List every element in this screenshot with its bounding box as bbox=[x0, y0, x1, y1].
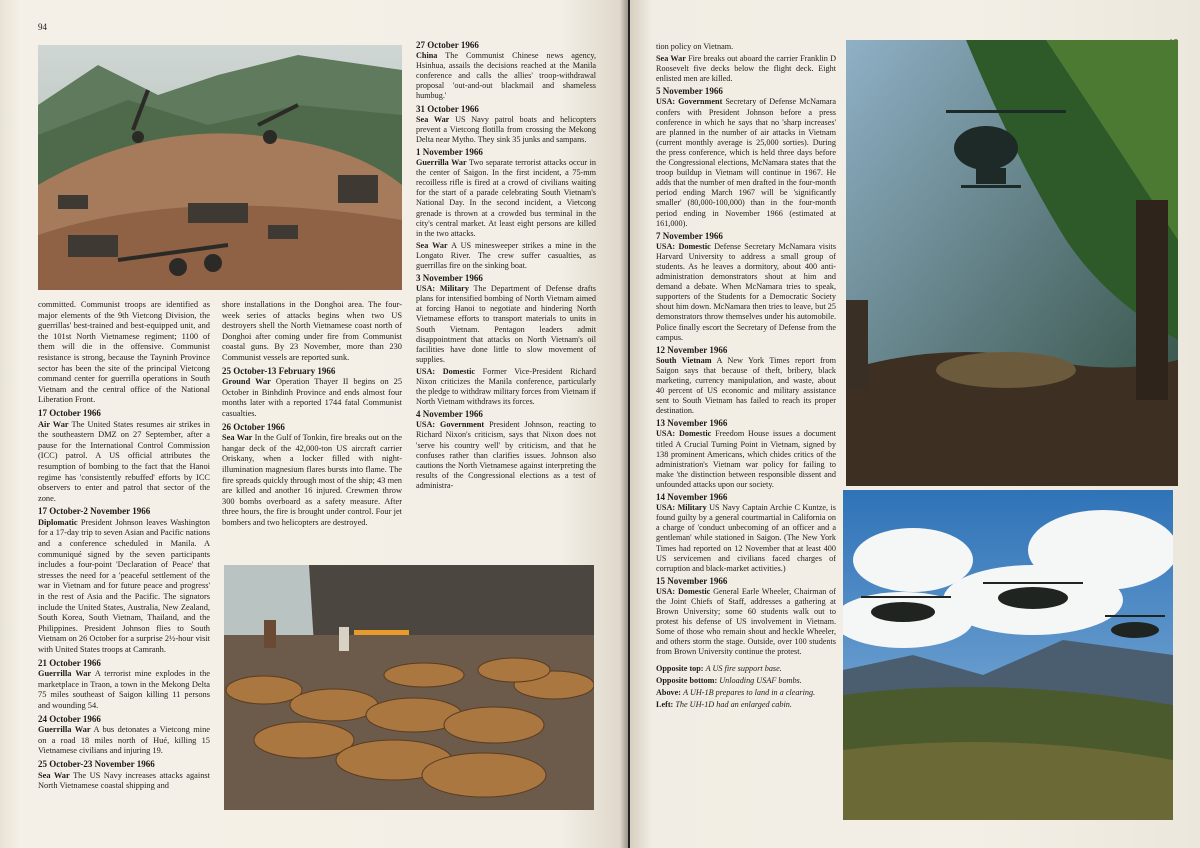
entry-label: Guerrilla War bbox=[38, 725, 91, 735]
column-lead-text: committed. Communist troops are identified as major elements of the 9th Vietcong Division, the guerrillas' best-trained and best-equipped unit, and the 101st North Vietnamese regiment; 1100 of them will die in the offensive. Communist resistance is strong, because the Tayninh Province sector has been the site of the principal Vietcong command center for guerrilla operations in South Vietnam and the central office of the National Liberation Front. bbox=[38, 300, 210, 405]
caption-text: A UH-1B prepares to land in a clearing. bbox=[683, 687, 816, 697]
entry bbox=[416, 409, 596, 491]
entry-label: USA: Government bbox=[656, 97, 723, 107]
entry-label: Guerrilla War bbox=[416, 158, 467, 168]
entry-text: A US minesweeper strikes a mine in the Longato River. The crew suffer casualties, as guerrillas fire on the sinking boat. bbox=[416, 240, 596, 270]
entry-text: Operation Thayer II begins on 25 October in Binhdinh Province and ends almost four months later with a reported 1744 fatal Communist casualties. bbox=[222, 377, 403, 418]
entry-date: 5 November 1966 bbox=[656, 86, 723, 97]
photo-captions bbox=[656, 664, 836, 710]
entry bbox=[38, 506, 210, 655]
photo-unloading-bombs bbox=[224, 565, 594, 810]
entry-text: A New York Times report from Saigon says that because of theft, bribery, black marketing, currency manipulation, and waste, about 40 percent of US economic and military assistance sent to South Vietnam has failed to reach its proper destination. bbox=[656, 355, 836, 416]
entry-text: The Department of Defense drafts plans for intensified bombing of North Vietnam aimed at forcing Hanoi to negotiate and hindering North Vietnamese efforts to transport materials to units in South Vietnam. Pentagon leaders admit disappointment that attacks on North Vietnam's oil facilities have done little to slow movement of supplies. bbox=[416, 284, 596, 364]
entry-date: 31 October 1966 bbox=[416, 103, 479, 114]
text-column-2 bbox=[222, 300, 402, 530]
entry-date: 12 November 1966 bbox=[656, 344, 728, 355]
entry-label: Sea War bbox=[656, 54, 686, 64]
entry-text: US Navy Captain Archie C Kuntze, is found guilty by a general courtmartial in California on a charge of 'conduct unbecoming of an officer and a gentleman' while stationed in Saigon. (The New York Times had reported on 12 November that at least 400 US servicemen and civilians faced charges of corruption and black-market activities.) bbox=[656, 503, 836, 573]
entry-date: 15 November 1966 bbox=[656, 575, 728, 586]
entry-label: USA: Government bbox=[416, 420, 485, 430]
entry-date: 26 October 1966 bbox=[222, 421, 285, 432]
photo-fire-support-base bbox=[38, 45, 402, 290]
entry bbox=[416, 147, 596, 239]
entry bbox=[416, 367, 596, 407]
text-column-1 bbox=[38, 300, 210, 794]
entry bbox=[656, 418, 836, 490]
entry bbox=[656, 54, 836, 84]
entry-text: Secretary of Defense McNamara confers with President Johnson before a press conference in which he says that no 'sharp increases' are planned in the number of air attacks in Vietnam (current monthly average is 25,000 sorties). During the press conference, which is held three days before the Congressional elections, McNamara states that the troop buildup in Vietnam will continue in 1967. He adds that the number of men drafted in the four-month period ending March 1967 will be 'significantly smaller' (80,000-100,000) than in the four-month period ending in November 1966 (estimated at 161,000). bbox=[656, 97, 836, 228]
entry-text: Two separate terrorist attacks occur in the center of Saigon. In the first incident, a 75-mm recoilless rifle is fired at a crowd of civilians waiting for the start of a parade celebrating South Vietnam's National Day. In the second incident, a Vietcong grenade is thrown at a crowded bus terminal in the city's central market. At least eight persons are killed in the two attacks. bbox=[416, 158, 596, 238]
entry-date: 25 October-13 February 1966 bbox=[222, 365, 336, 376]
entry bbox=[38, 408, 210, 504]
entry-text: The US Navy increases attacks against North Vietnamese coastal shipping and bbox=[38, 770, 210, 791]
entry-label: USA: Domestic bbox=[656, 586, 711, 596]
photo-helicopter-clearing bbox=[846, 40, 1178, 486]
entry bbox=[656, 231, 836, 343]
caption-label: Above: bbox=[656, 687, 682, 697]
entry-date: 17 October 1966 bbox=[38, 407, 101, 418]
entry bbox=[38, 658, 210, 712]
entry-date: 3 November 1966 bbox=[416, 273, 483, 284]
entry bbox=[416, 104, 596, 145]
page-number-left: 94 bbox=[38, 22, 47, 32]
entry-label: USA: Domestic bbox=[656, 241, 711, 251]
entry-text: President Johnson leaves Washington for a 17-day trip to seven Asian and Pacific nations and a conference scheduled in Manila. A communiqué signed by the seven participants includes a four-point 'Declaration of Peace' that stresses the need for a 'peaceful settlement of the war in Vietnam and for future peace and progress' in the rest of Asia and the Pacific. The signators include the United States, Australia, New Zealand, South Korea, South Vietnam, Thailand, and the Philippines. President Johnson flies to South Vietnam on 26 October for a surprise 2½-hour visit with United States troops at Camranh. bbox=[38, 517, 210, 654]
entry bbox=[656, 345, 836, 417]
entry-text: A terrorist mine explodes in the marketplace in Traon, a town in the Mekong Delta 75 miles southeast of Saigon killing 11 persons and wounding 54. bbox=[38, 669, 210, 710]
entry-text: Defense Secretary McNamara visits Harvard University to address a small group of students. As he leaves a dormitory, about 400 anti-administration demonstrators shout at him and demand a debate. When McNamara tries to speak, supporters of the Students for a Democratic Society shout him down. McNamara then tries to leave, but 25 demonstrators throw themselves under his automobile. Police finally escort the Secretary of Defense from the campus. bbox=[656, 241, 837, 342]
entry-label: USA: Domestic bbox=[416, 366, 476, 376]
entry-text: Freedom House issues a document titled A Crucial Turning Point in Vietnam, signed by 138 prominent Americans, which chides critics of the administration's Vietnam war policy for failing to make 'the distinction between responsible dissent and unfounded attacks upon our society. bbox=[656, 429, 837, 489]
entry-date: 1 November 1966 bbox=[416, 146, 483, 157]
column-lead-text: tion policy on Vietnam. bbox=[656, 42, 734, 51]
photo-uh1d-helicopters bbox=[843, 490, 1173, 820]
entry-date: 25 October-23 November 1966 bbox=[38, 758, 155, 769]
entry-text: The Communist Chinese news agency, Hsinhua, assails the decisions reached at the Manila conference and calls the allies' troop-withdrawal proposal 'out-and-out blackmail and shameless humbug.' bbox=[416, 51, 596, 101]
entry-date: 17 October-2 November 1966 bbox=[38, 506, 151, 517]
entry-label: South Vietnam bbox=[656, 355, 712, 365]
entry-date: 21 October 1966 bbox=[38, 657, 101, 668]
entry bbox=[416, 273, 596, 365]
entry-label: Sea War bbox=[416, 114, 450, 124]
text-column-3 bbox=[416, 40, 596, 493]
caption-text: Unloading USAF bombs. bbox=[719, 675, 802, 685]
caption-label: Opposite top: bbox=[656, 663, 704, 673]
entry-date: 4 November 1966 bbox=[416, 409, 483, 420]
entry-label: China bbox=[416, 51, 438, 61]
entry-label: Ground War bbox=[222, 377, 271, 387]
entry-text: The United States resumes air strikes in the southeastern DMZ on 27 September, after a pause for the International Control Commission (ICC) patrol. A US official attributes the resumption of bombing to the fact that the Hanoi regime has 'consistently rebuffed' efforts by ICC observers to enter and patrol that sector of the zone. bbox=[38, 419, 210, 503]
entry-date: 13 November 1966 bbox=[656, 418, 728, 429]
entry bbox=[222, 366, 402, 420]
caption-text: The UH-1D had an enlarged cabin. bbox=[675, 699, 792, 709]
entry-date: 7 November 1966 bbox=[656, 230, 723, 241]
entry-label: USA: Military bbox=[416, 284, 469, 294]
entry bbox=[656, 492, 836, 574]
entry-date: 27 October 1966 bbox=[416, 40, 479, 50]
entry-label: Sea War bbox=[38, 770, 70, 780]
entry-label: USA: Military bbox=[656, 503, 707, 513]
entry-label: Diplomatic bbox=[38, 517, 78, 527]
entry bbox=[38, 759, 210, 792]
entry bbox=[656, 86, 836, 228]
entry-text: Fire breaks out aboard the carrier Franklin D Roosevelt five decks below the flight deck. Eight enlisted men are killed. bbox=[656, 54, 836, 84]
right-page bbox=[630, 0, 1200, 848]
entry bbox=[416, 40, 596, 102]
entry-label: Air War bbox=[38, 419, 69, 429]
entry-label: Sea War bbox=[416, 240, 448, 250]
entry-date: 24 October 1966 bbox=[38, 713, 101, 724]
entry-label: Guerrilla War bbox=[38, 669, 92, 679]
entry-label: USA: Domestic bbox=[656, 429, 712, 439]
entry bbox=[416, 241, 596, 271]
entry-label: Sea War bbox=[222, 433, 253, 443]
entry-text: General Earle Wheeler, Chairman of the Joint Chiefs of Staff, addresses a gathering at Brown University; some 60 students walk out to protest his defense of US involvement in Vietnam. Some of those who remain shout and heckle Wheeler, and others storm the stage. Outside, over 100 students from Brown University continue the protest. bbox=[656, 586, 837, 657]
entry-text: President Johnson, reacting to Richard Nixon's criticism, says that Nixon does not 'serve his country well' by criticism, and that he confuses rather than clarifies issues. Johnson also cautions the North Vietnamese against interpreting the results of the Congressional elections as a test of administra- bbox=[416, 420, 596, 490]
caption-label: Left: bbox=[656, 699, 674, 709]
entry-date: 14 November 1966 bbox=[656, 492, 728, 503]
entry-text: Former Vice-President Richard Nixon criticizes the Manila conference, particularly the pledge to withdraw military forces from Vietnam if North Vietnam withdraws its forces. bbox=[416, 366, 596, 407]
text-column-4 bbox=[656, 42, 836, 712]
entry-text: In the Gulf of Tonkin, fire breaks out on the hangar deck of the 42,000-ton US aircraft carrier Oriskany, when a locker filled with night-illumination magnesium flares bursts into flame. The fire spreads quickly through most of the ship; 43 men are killed and another 16 injured. Crewmen throw 300 bombs overboard as a safety measure. After three hours, the fire is brought under control. Four jet bombers and two helicopters are destroyed. bbox=[222, 433, 402, 527]
column-lead-text: shore installations in the Donghoi area. The four-week series of attacks begins when two US destroyers shell the North Vietnamese coast north of Donghoi after coming under fire from Communist coastal guns. By 23 November, more than 230 Communist vessels are reported sunk. bbox=[222, 300, 402, 362]
entry-text: US Navy patrol boats and helicopters prevent a Vietcong flotilla from crossing the Mekong Delta near Mytho. They sink 35 junks and sampans. bbox=[416, 114, 597, 144]
entry bbox=[222, 422, 402, 529]
caption-text: A US fire support base. bbox=[705, 663, 782, 673]
entry bbox=[656, 576, 836, 658]
entry bbox=[38, 714, 210, 757]
entry-text: A bus detonates a Vietcong mine on a road 18 miles north of Hué, killing 15 Vietnamese civilians and injuring 19. bbox=[38, 725, 210, 756]
caption-label: Opposite bottom: bbox=[656, 675, 718, 685]
